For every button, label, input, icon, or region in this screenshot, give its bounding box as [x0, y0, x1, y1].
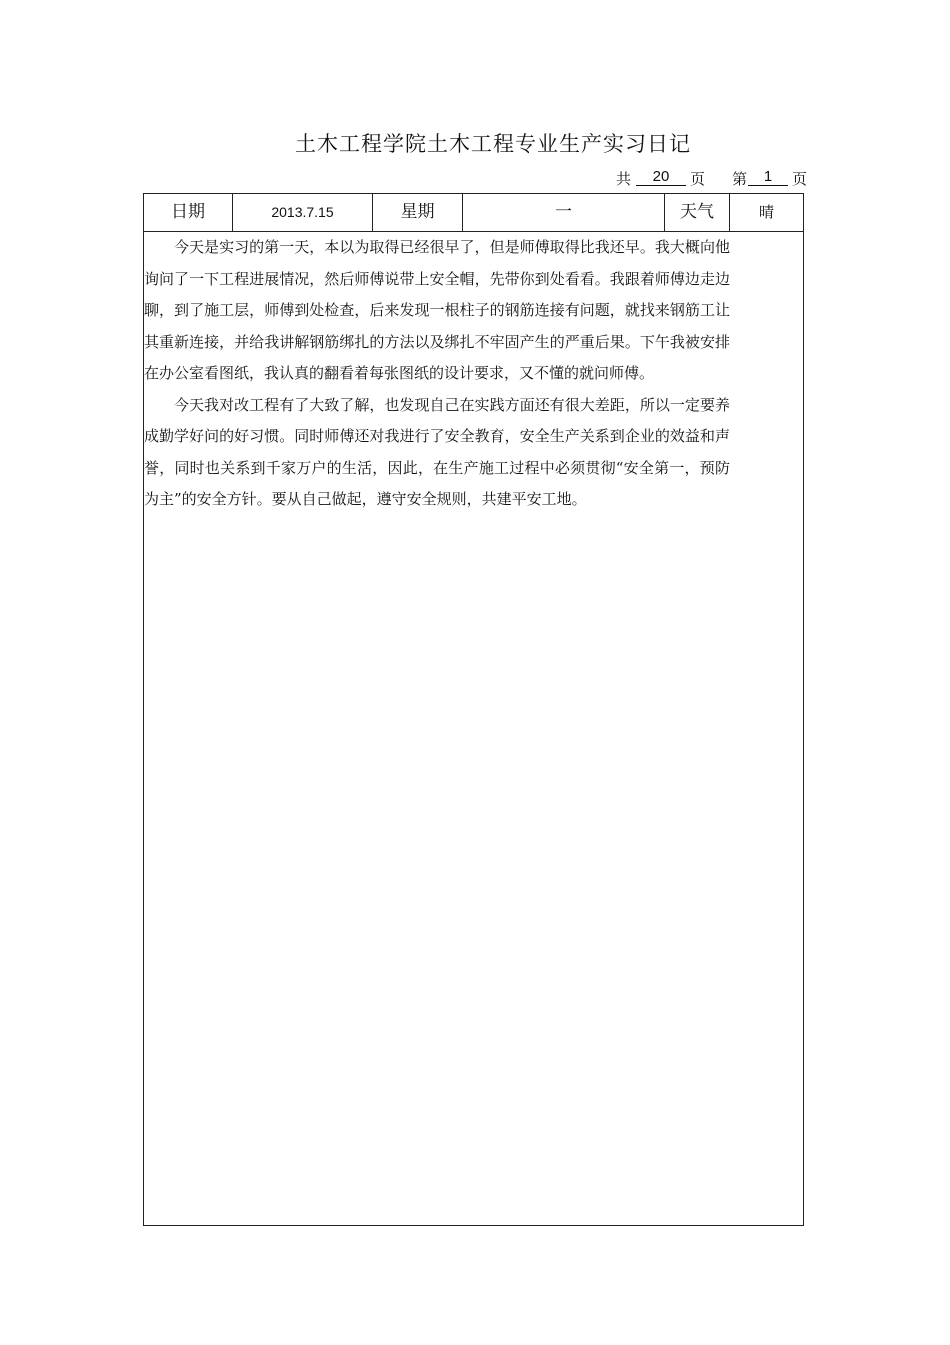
weather-value: 晴: [758, 203, 774, 221]
diary-paragraph: 今天是实习的第一天，本以为取得已经很早了，但是师傅取得比我还早。我大概向他询问了一下工程进展情况，然后师傅说带上安全帽，先带你到处看看。我跟着师傅边走边聊，到了施工层，师傅到处检查，后来发现一根柱子的钢筋连接有问题，就找来钢筋工让其重新连接，并给我讲解钢筋绑扎的方法以及绑扎不牢固产生的严重后果。下午我被安排在办公室看图纸，我认真的翻看着每张图纸的设计要求，又不懂的就问师傅。: [144, 238, 730, 382]
document-title: 土木工程学院土木工程专业生产实习日记: [295, 132, 691, 156]
page-counter: [600, 168, 810, 190]
diary-sheet: [143, 193, 804, 1226]
current-page-suffix: 页: [792, 170, 808, 188]
current-page-prefix: 第: [732, 170, 748, 188]
weekday-label: 星期: [373, 194, 463, 231]
diary-header-row: [144, 194, 803, 232]
diary-body: [144, 232, 730, 516]
weather-label: 天气: [665, 194, 730, 231]
diary-paragraph: 今天我对改工程有了大致了解，也发现自己在实践方面还有很大差距，所以一定要养成勤学好问的好习惯。同时师傅还对我进行了安全教育，安全生产关系到企业的效益和声誉，同时也关系到千家万户的生活，因此，在生产施工过程中必须贯彻“安全第一，预防为主”的安全方针。要从自己做起，遵守安全规则，共建平安工地。: [144, 395, 730, 508]
total-pages-suffix: 页: [690, 170, 706, 188]
total-pages-value: 20: [636, 168, 686, 186]
total-pages-prefix: 共: [616, 170, 632, 188]
current-page-value: 1: [748, 168, 788, 186]
weekday-value: 一: [463, 194, 665, 231]
date-label: 日期: [144, 194, 233, 231]
date-value: 2013.7.15: [233, 194, 373, 231]
